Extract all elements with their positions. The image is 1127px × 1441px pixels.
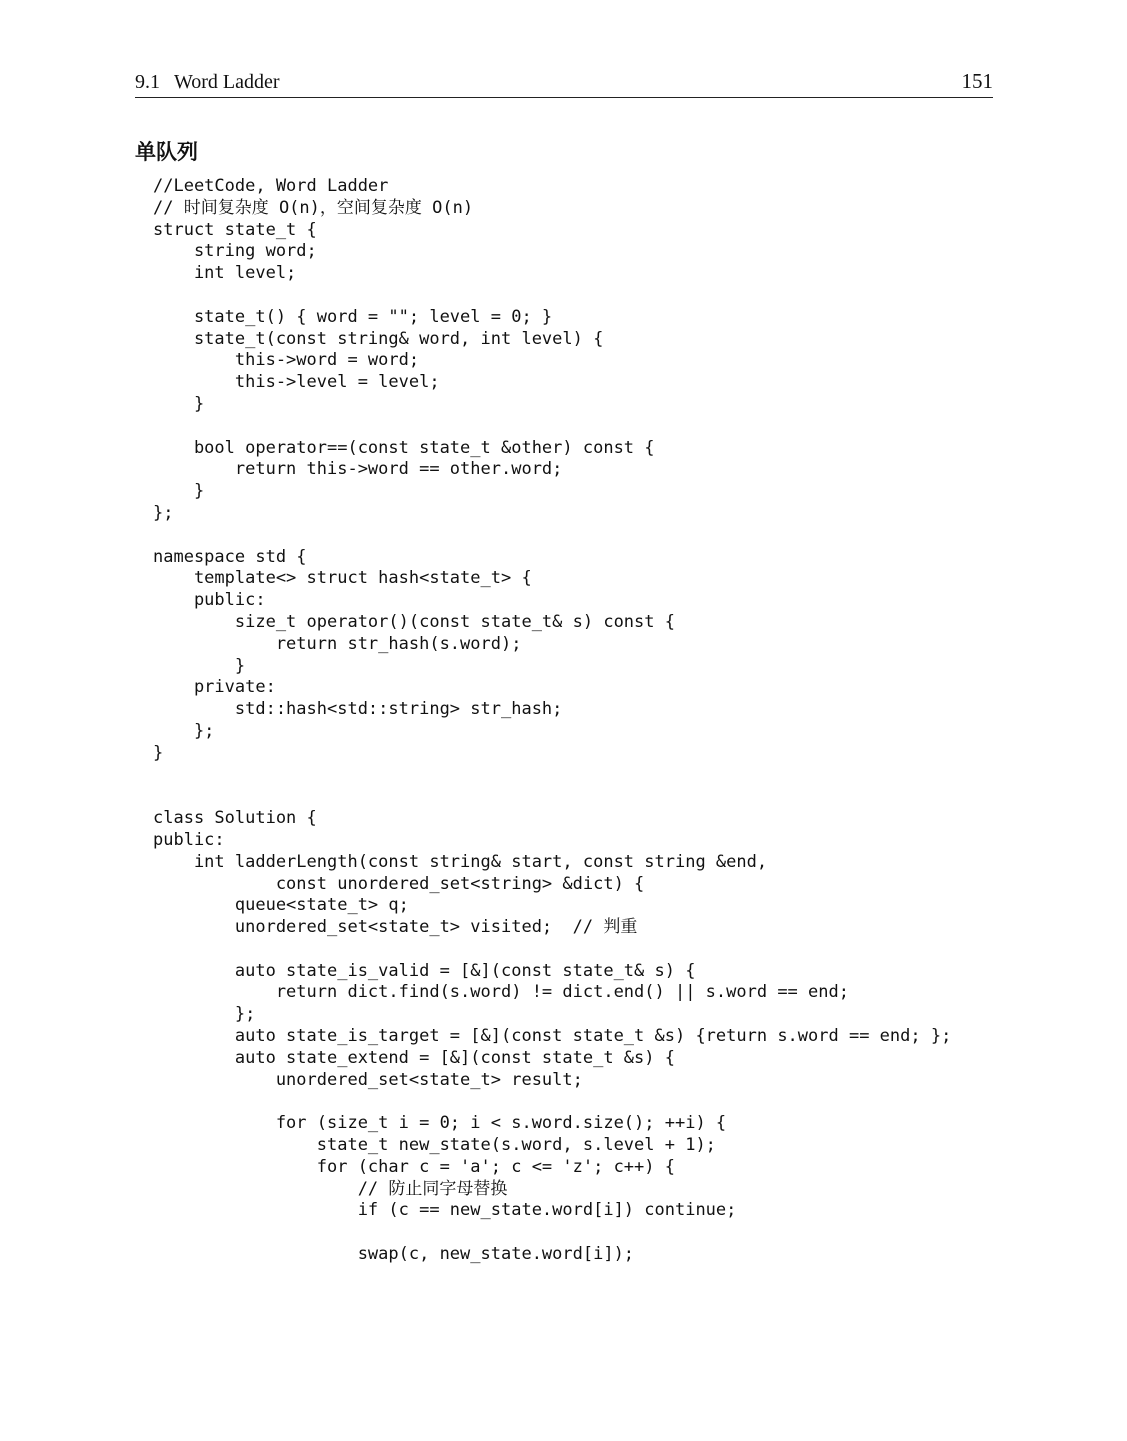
code-line: this->word = word; (153, 350, 420, 371)
code-line (153, 765, 1113, 787)
code-line: bool operator==(const state_t &other) const { (153, 437, 655, 458)
code-line: state_t() { word = ""; level = 0; } (153, 306, 553, 327)
code-line: state_t new_state(s.word, s.level + 1); (153, 1135, 716, 1156)
section-name: Word Ladder (174, 71, 280, 93)
code-line: if (c == new_state.word[i]) continue; (153, 1200, 737, 1221)
section-title: 单队列 (135, 140, 198, 164)
code-listing (153, 176, 1113, 1266)
code-line: auto state_is_valid = [&](const state_t& s) { (153, 960, 696, 981)
code-line: }; (153, 1004, 256, 1025)
code-line: unordered_set<state_t> visited; // 判重 (153, 917, 638, 938)
page-header (135, 68, 993, 98)
code-line: int ladderLength(const string& start, const string &end, (153, 851, 768, 872)
code-line: public: (153, 590, 266, 611)
code-line (153, 525, 1113, 547)
code-line: auto state_is_target = [&](const state_t &s) {return s.word == end; }; (153, 1026, 952, 1047)
code-line: namespace std { (153, 546, 307, 567)
code-line: const unordered_set<string> &dict) { (153, 873, 645, 894)
code-line: state_t(const string& word, int level) { (153, 328, 604, 349)
code-line: size_t operator()(const state_t& s) const { (153, 611, 675, 632)
code-line: swap(c, new_state.word[i]); (153, 1244, 635, 1265)
running-head (135, 71, 280, 94)
code-line: // 防止同字母替换 (153, 1178, 508, 1199)
code-line: auto state_extend = [&](const state_t &s) { (153, 1047, 675, 1068)
code-line: return dict.find(s.word) != dict.end() || s.word == end; (153, 982, 849, 1003)
code-line: } (153, 655, 246, 676)
code-line: }; (153, 502, 174, 523)
code-line: for (size_t i = 0; i < s.word.size(); ++i) { (153, 1113, 727, 1134)
code-line: // 时间复杂度 O(n)，空间复杂度 O(n) (153, 197, 474, 218)
code-line: string word; (153, 241, 317, 262)
code-line: return this->word == other.word; (153, 459, 563, 480)
code-line: class Solution { (153, 808, 317, 829)
code-line: queue<state_t> q; (153, 895, 409, 916)
code-line: public: (153, 829, 225, 850)
code-line: this->level = level; (153, 372, 440, 393)
code-line: std::hash<std::string> str_hash; (153, 699, 563, 720)
section-number: 9.1 (135, 71, 160, 93)
code-line: unordered_set<state_t> result; (153, 1069, 583, 1090)
code-line (153, 939, 1113, 961)
code-line: int level; (153, 263, 297, 284)
code-line: struct state_t { (153, 219, 317, 240)
code-line: }; (153, 720, 215, 741)
code-line: template<> struct hash<state_t> { (153, 568, 532, 589)
code-line (153, 1222, 1113, 1244)
code-line (153, 786, 1113, 808)
code-line (153, 416, 1113, 438)
code-line: //LeetCode, Word Ladder (153, 176, 389, 196)
code-line: } (153, 393, 205, 414)
code-line: for (char c = 'a'; c <= 'z'; c++) { (153, 1156, 675, 1177)
code-line: return str_hash(s.word); (153, 633, 522, 654)
code-line: } (153, 481, 205, 502)
code-line: } (153, 742, 164, 763)
code-line (153, 285, 1113, 307)
page-number: 151 (961, 69, 993, 93)
code-line: private: (153, 677, 276, 698)
code-line (153, 1091, 1113, 1113)
